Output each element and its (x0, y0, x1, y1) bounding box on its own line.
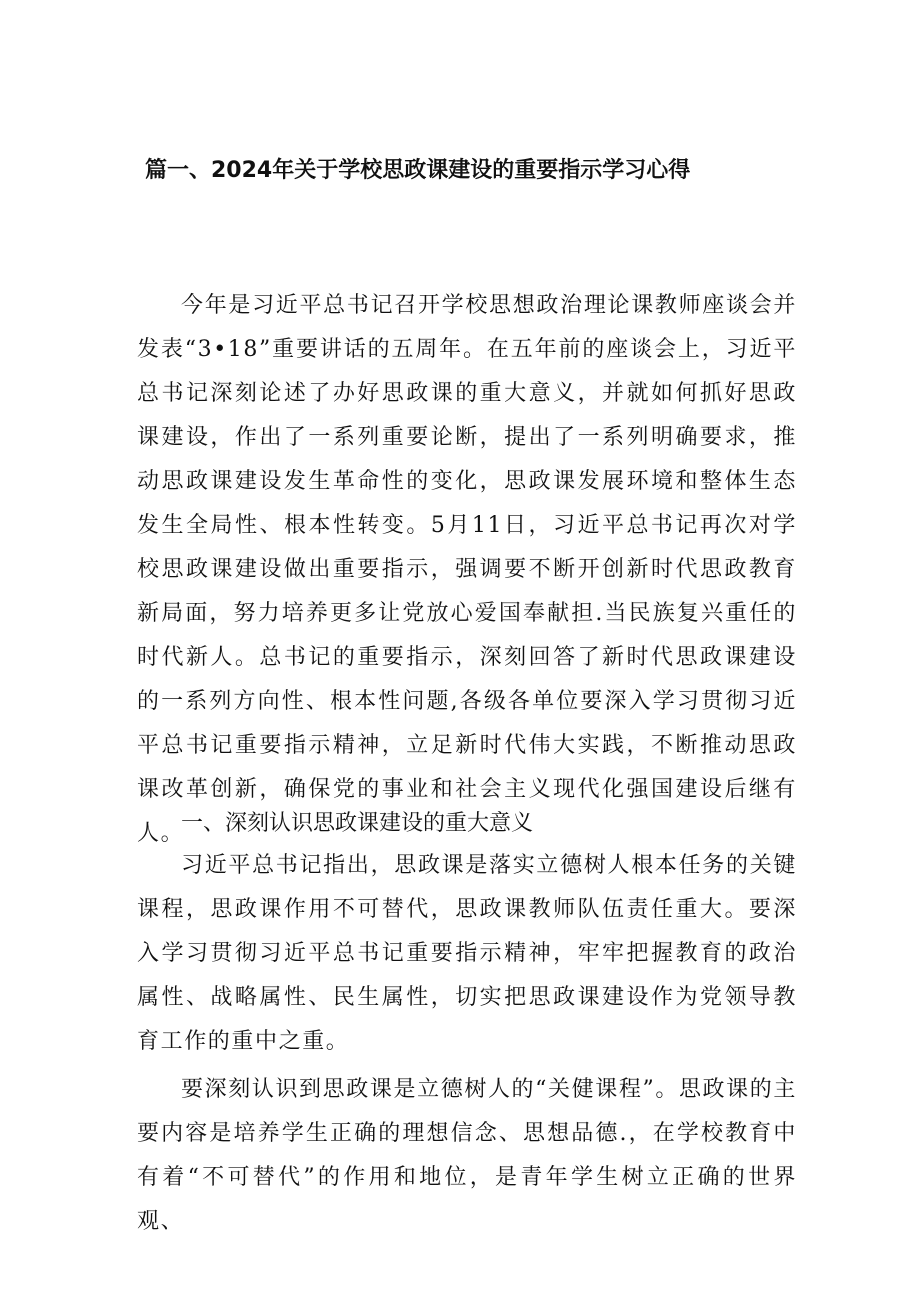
section-paragraph: 要深刻认识到思政课是立德树人的“关健课程”。思政课的主要内容是培养学生正确的理想信念、思想品德.，在学校教育中有着“不可替代”的作用和地位，是青年学生树立正确的世界观、 (137, 1077, 797, 1234)
section-paragraph: 习近平总书记指出，思政课是落实立德树人根本任务的关键课程，思政课作用不可替代，思政课教师队伍责任重大。要深入学习贯彻习近平总书记重要指示精神，牢牢把握教育的政治属性、战略属性、民生属性，切实把思政课建设作为党领导教育工作的重中之重。 (137, 853, 797, 1054)
body-paragraph: 今年是习近平总书记召开学校思想政治理论课教师座谈会并发表“3•18”重要讲话的五周年。在五年前的座谈会上，习近平总书记深刻论述了办好思政课的重大意义，并就如何抓好思政课建设，作出了一系列重要论断，提出了一系列明确要求，推动思政课建设发生革命性的变化，思政课发展环境和整体生态发生全局性、根本性转变。5月11日，习近平总书记再次对学校思政课建设做出重要指示，强调要不断开创新时代思政教育新局面，努力培养更多让党放心爱国奉献担.当民族复兴重任的时代新人。总书记的重要指示，深刻回答了新时代思政课建设的一系列方向性、根本性问题,各级各单位要深入学习贯彻习近平总书记重要指示精神，立足新时代伟大实践，不断推动思政课改革创新，确保党的事业和社会主义现代化强国建设后继有人。 (137, 293, 797, 846)
document-title: 篇一、2024年关于学校思政课建设的重要指示学习心得 (145, 158, 691, 183)
section-heading: 一、深刻认识思政课建设的重大意义 (181, 811, 534, 836)
